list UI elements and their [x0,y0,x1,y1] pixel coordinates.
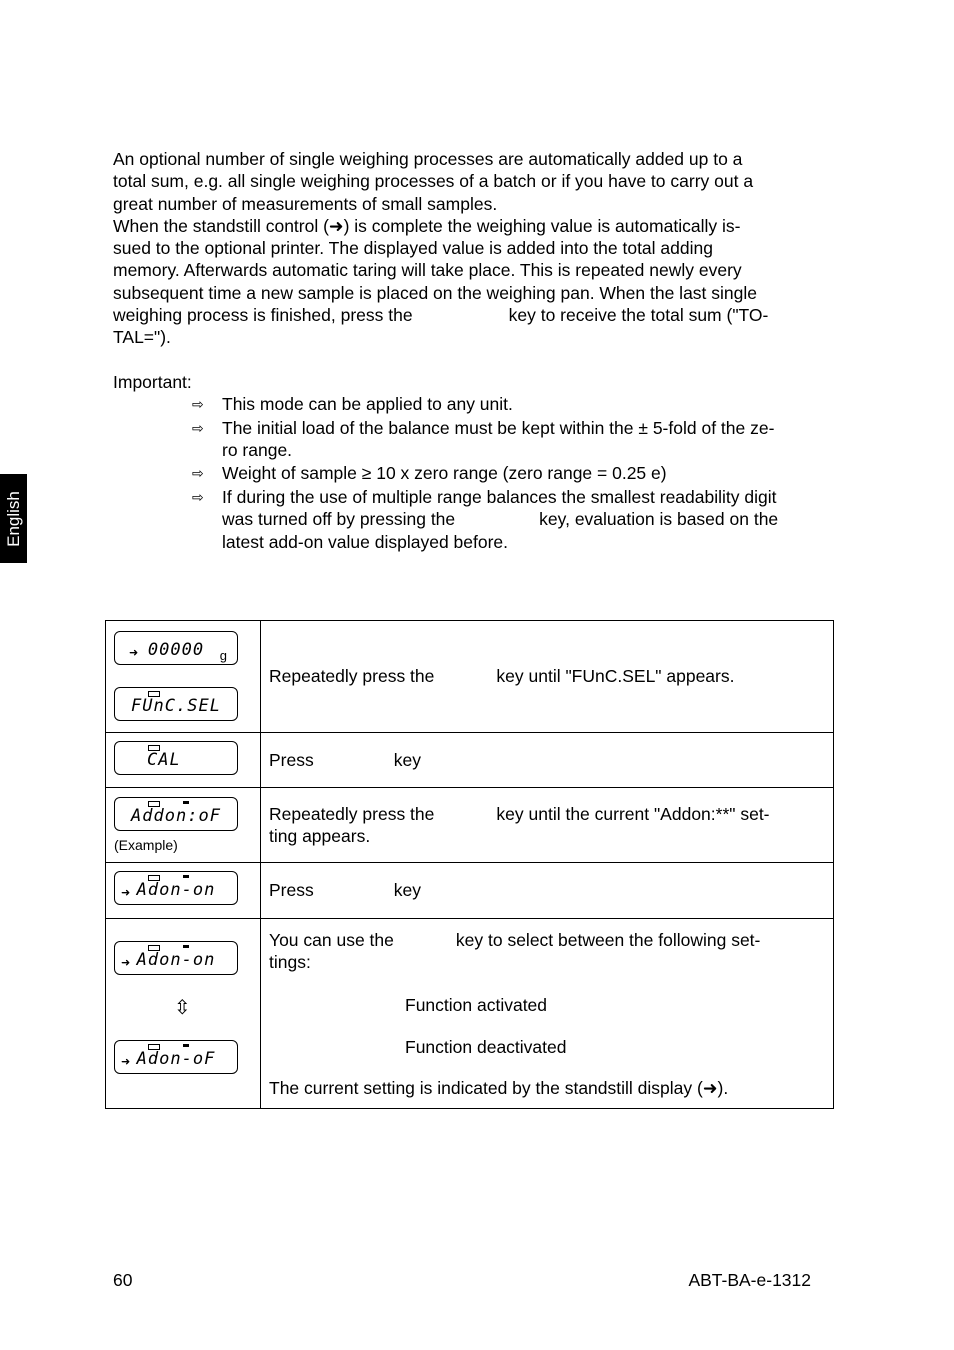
option-activated-label: Function activated [405,994,548,1015]
step-description [261,919,834,1109]
standstill-line-5a: weighing process is finished, press the [113,305,413,326]
table-row [106,733,834,788]
step-2-text-b: key [393,749,421,770]
display-readout: Adon-on [136,880,216,900]
intro-line-3: great number of measurements of small samples. [113,193,498,214]
display-readout: CAL [147,750,181,770]
display-screen [114,871,238,905]
step-description [261,788,834,863]
bullet-4-text: If during the use of multiple range balances the smallest readability digit [222,487,777,508]
display-cell [106,919,261,1109]
intro-paragraph [113,148,838,349]
display-readout: Addon:oF [131,806,221,826]
battery-indicator-icon [183,1044,189,1047]
page-number: 60 [113,1270,133,1290]
bullet-3-text: Weight of sample ≥ 10 x zero range (zero range = 0.25 e) [222,463,667,484]
standstill-note: The current setting is indicated by the standstill display (➜). [269,1078,729,1099]
step-3-text-b: key until the current "Addon:**" set- [496,803,770,824]
option-deactivated [269,1036,825,1058]
step-description [261,621,834,733]
step-4-text-b: key [393,880,421,901]
option-activated [269,994,825,1016]
language-tab [0,474,27,563]
standstill-arrow-icon: ➜ [121,887,131,899]
display-cell [106,621,261,733]
table-row [106,863,834,919]
display-cell [106,733,261,788]
list-item [192,462,842,484]
list-item [192,486,842,553]
list-item [192,417,842,462]
standstill-line-5b: key to receive the total sum ("TO- [508,305,769,326]
white-right-arrow-icon: ⇨ [192,419,204,436]
standstill-line-3: memory. Afterwards automatic taring will take place. This is repeated newly every [113,260,742,281]
intro-line-1: An optional number of single weighing processes are automatically added up to a [113,149,743,169]
important-label: Important: [113,372,192,392]
white-right-arrow-icon: ⇨ [192,465,204,482]
display-screen [114,941,238,975]
bullet-1-text: This mode can be applied to any unit. [222,394,513,414]
standstill-arrow-icon: ➜ [121,957,131,969]
important-list [192,393,842,554]
step-5-text-b: key to select between the following set- [455,930,761,950]
option-deactivated-label: Function deactivated [405,1036,567,1057]
step-1-text-a: Repeatedly press the [269,666,435,687]
display-readout: FUnC.SEL [131,696,221,716]
battery-indicator-icon [183,801,189,804]
bullet-2-text-cont: ro range. [222,439,293,460]
display-screen [114,741,238,775]
white-right-arrow-icon: ⇨ [192,489,204,506]
step-4-text-a: Press [269,880,314,901]
standstill-line-1: When the standstill control (➜) is complete the weighing value is automatically is- [113,215,741,236]
intro-line-2: total sum, e.g. all single weighing processes of a batch or if you have to carry out a [113,171,754,192]
step-1-text-b: key until "FUnC.SEL" appears. [496,666,735,687]
step-5-text-c: tings: [269,952,311,973]
display-cell [106,863,261,919]
display-screen [114,1040,238,1074]
step-description [261,733,834,788]
step-3-text-c: ting appears. [269,826,371,846]
standstill-line-6: TAL="). [113,327,171,348]
language-tab-label: English [3,490,23,547]
display-screen [114,687,238,721]
battery-indicator-icon [183,945,189,948]
bullet-4-text-3: latest add-on value displayed before. [222,531,509,552]
bullet-4-text-2b: key, evaluation is based on the [539,509,779,530]
table-row [106,621,834,733]
bullet-4-text-2a: was turned off by pressing the [222,509,456,530]
display-screen [114,631,238,665]
display-screen [114,797,238,831]
display-unit: g [219,648,227,663]
white-right-arrow-icon: ⇨ [192,396,204,412]
display-readout: Adon-oF [136,1049,216,1069]
standstill-line-4: subsequent time a new sample is placed on the weighing pan. When the last single [113,282,758,303]
list-item [192,393,842,415]
display-readout: 00000 [147,640,205,660]
step-2-text-a: Press [269,749,314,770]
step-3-text-a: Repeatedly press the [269,803,435,824]
up-down-arrow-icon: ⇳ [174,997,191,1019]
step-5-text-a: You can use the [269,930,394,950]
display-readout: Adon-on [136,950,216,970]
table-row [106,919,834,1109]
standstill-line-2: sued to the optional printer. The displayed value is added into the total adding [113,238,713,259]
example-caption: (Example) [114,837,178,853]
procedure-table [105,620,834,1109]
standstill-arrow-icon: ➜ [129,647,139,659]
standstill-arrow-icon: ➜ [121,1056,131,1068]
display-cell [106,788,261,863]
bullet-2-text: The initial load of the balance must be kept within the ± 5-fold of the ze- [222,417,775,438]
step-description [261,863,834,919]
battery-indicator-icon [183,875,189,878]
table-row [106,788,834,863]
document-id: ABT-BA-e-1312 [688,1270,811,1290]
